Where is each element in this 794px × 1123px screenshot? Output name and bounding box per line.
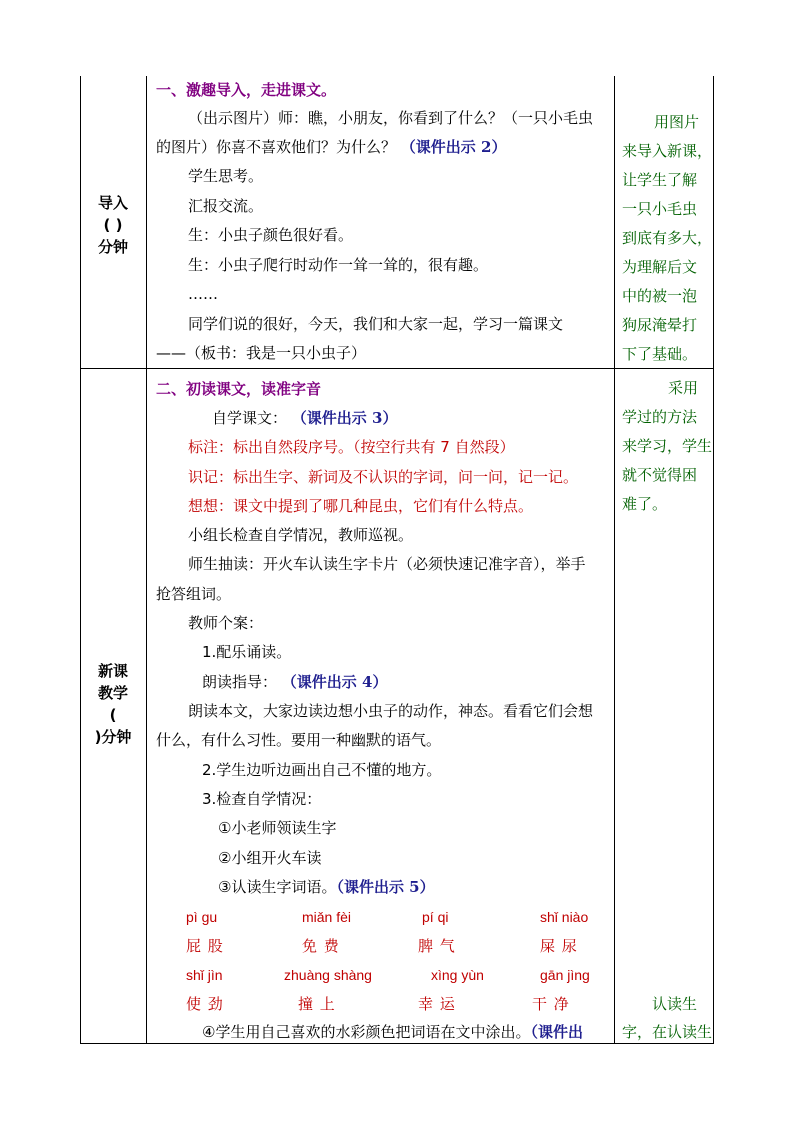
- pinyin-word: pí qi: [422, 909, 449, 925]
- pinyin-word: gān jìng: [540, 967, 590, 983]
- pinyin-word: pì gu: [186, 909, 218, 925]
- text-span: 课文中提到了哪几种昆虫，它们有什么特点。: [233, 497, 534, 515]
- text-line: 抢答组词。: [156, 585, 232, 603]
- label-line: )分钟: [94, 728, 132, 746]
- text-line: ……: [188, 285, 218, 303]
- lesson-table: [80, 76, 714, 1044]
- section2-label: [80, 660, 146, 748]
- note-line: 让学生了解: [622, 171, 698, 189]
- text-line: 汇报交流。: [188, 197, 264, 215]
- label-line: ( ): [103, 216, 123, 234]
- text-span: 自学课文：: [212, 409, 288, 427]
- pinyin-word: zhuàng shàng: [284, 967, 372, 983]
- pinyin-word: xìng yùn: [431, 967, 484, 983]
- text-line: 1.配乐诵读。: [202, 643, 292, 661]
- hanzi-word: 撞 上: [298, 995, 336, 1013]
- text-line: [218, 877, 435, 897]
- label-line: 教学: [97, 684, 128, 702]
- hanzi-word: 免 费: [302, 937, 340, 955]
- courseware-ref: （课件出示 5）: [336, 878, 435, 896]
- courseware-ref: （课件出示 3）: [291, 409, 398, 427]
- text-span: 想想：: [188, 497, 234, 515]
- text-line: 2.学生边听边画出自己不懂的地方。: [202, 761, 442, 779]
- text-span: 的图片）你喜不喜欢他们？为什么？: [156, 138, 397, 156]
- text-line: 教师个案：: [188, 614, 264, 632]
- note-line: 到底有多大，: [622, 229, 713, 247]
- note-line: 认读生: [652, 995, 698, 1013]
- note-line: 为理解后文: [622, 258, 698, 276]
- text-line: [202, 672, 387, 692]
- text-span: 识记：: [188, 468, 234, 486]
- hanzi-word: 脾 气: [418, 937, 456, 955]
- pinyin-word: shǐ niào: [540, 909, 589, 925]
- section2-heading: 二、初读课文，读准字音: [156, 380, 322, 398]
- text-line: ——（板书：我是一只小虫子）: [156, 344, 367, 362]
- text-span: ④学生用自己喜欢的水彩颜色把词语在文中涂出。: [202, 1023, 531, 1041]
- text-line: 朗读本文，大家边读边想小虫子的动作，神态。看看它们会想: [188, 702, 594, 720]
- text-line: 师生抽读：开火车认读生字卡片（必须快速记准字音），举手: [188, 555, 586, 573]
- courseware-ref: （课件出: [530, 1023, 583, 1041]
- text-line: （出示图片）师：瞧，小朋友，你看到了什么？（一只小毛虫: [188, 109, 594, 127]
- note-line: 学过的方法: [622, 408, 698, 426]
- text-line: 3.检查自学情况：: [202, 790, 322, 808]
- note-line: 难了。: [622, 495, 668, 513]
- text-span: 标出自然段序号。（按空行共有 7 自然段）: [233, 438, 515, 456]
- label-line: (: [109, 706, 117, 724]
- text-span: 标出生字、新词及不认识的字词，问一问，记一记。: [233, 468, 579, 486]
- note-line: 就不觉得困: [622, 466, 698, 484]
- pinyin-word: miǎn fèi: [302, 909, 352, 925]
- note-line: 来学习，学生: [622, 437, 713, 455]
- text-line: [188, 496, 533, 516]
- hanzi-word: 干 净: [532, 995, 570, 1013]
- text-line: 学生思考。: [188, 167, 264, 185]
- section1-label: [80, 192, 146, 258]
- text-span: 标注：: [188, 438, 234, 456]
- text-line: 什么，有什么习性。要用一种幽默的语气。: [156, 731, 442, 749]
- table-border-bottom: [80, 1043, 714, 1044]
- note-line: 一只小毛虫: [622, 200, 698, 218]
- hanzi-word: 屎 尿: [540, 937, 578, 955]
- text-span: ③认读生字词语。: [218, 878, 337, 896]
- label-line: 导入: [97, 194, 128, 212]
- pinyin-word: shǐ jìn: [186, 967, 223, 983]
- text-line: ②小组开火车读: [218, 849, 322, 867]
- text-line: [188, 467, 578, 487]
- courseware-ref: （课件出示 2）: [400, 138, 507, 156]
- text-line: 生：小虫子爬行时动作一耸一耸的，很有趣。: [188, 256, 489, 274]
- table-divider-2: [614, 76, 615, 1044]
- table-divider-1: [146, 76, 147, 1044]
- note-line: 中的被一泡: [622, 287, 698, 305]
- text-line: [156, 137, 506, 157]
- note-line: 字，在认读生: [622, 1023, 713, 1041]
- text-line: ①小老师领读生字: [218, 819, 337, 837]
- text-line: 生：小虫子颜色很好看。: [188, 226, 354, 244]
- label-line: 分钟: [97, 238, 128, 256]
- table-border-right: [713, 76, 714, 1044]
- text-line: [212, 408, 397, 428]
- text-line: 同学们说的很好，今天，我们和大家一起，学习一篇课文: [188, 315, 564, 333]
- hanzi-word: 屁 股: [186, 937, 224, 955]
- label-line: 新课: [97, 662, 128, 680]
- note-line: 来导入新课，: [622, 142, 713, 160]
- text-span: 朗读指导：: [202, 673, 278, 691]
- note-line: 下了基础。: [622, 345, 698, 363]
- section1-heading: 一、激趣导入，走进课文。: [156, 81, 337, 99]
- text-line: 小组长检查自学情况，教师巡视。: [188, 526, 414, 544]
- note-line: 狗尿淹晕打: [622, 316, 698, 334]
- hanzi-word: 使 劲: [186, 995, 224, 1013]
- text-line: [202, 1022, 583, 1042]
- hanzi-word: 幸 运: [418, 995, 456, 1013]
- note-line: 采用: [668, 379, 699, 397]
- note-line: 用图片: [654, 113, 700, 131]
- row-divider: [80, 368, 714, 369]
- text-line: [188, 437, 515, 457]
- courseware-ref: （课件出示 4）: [281, 673, 388, 691]
